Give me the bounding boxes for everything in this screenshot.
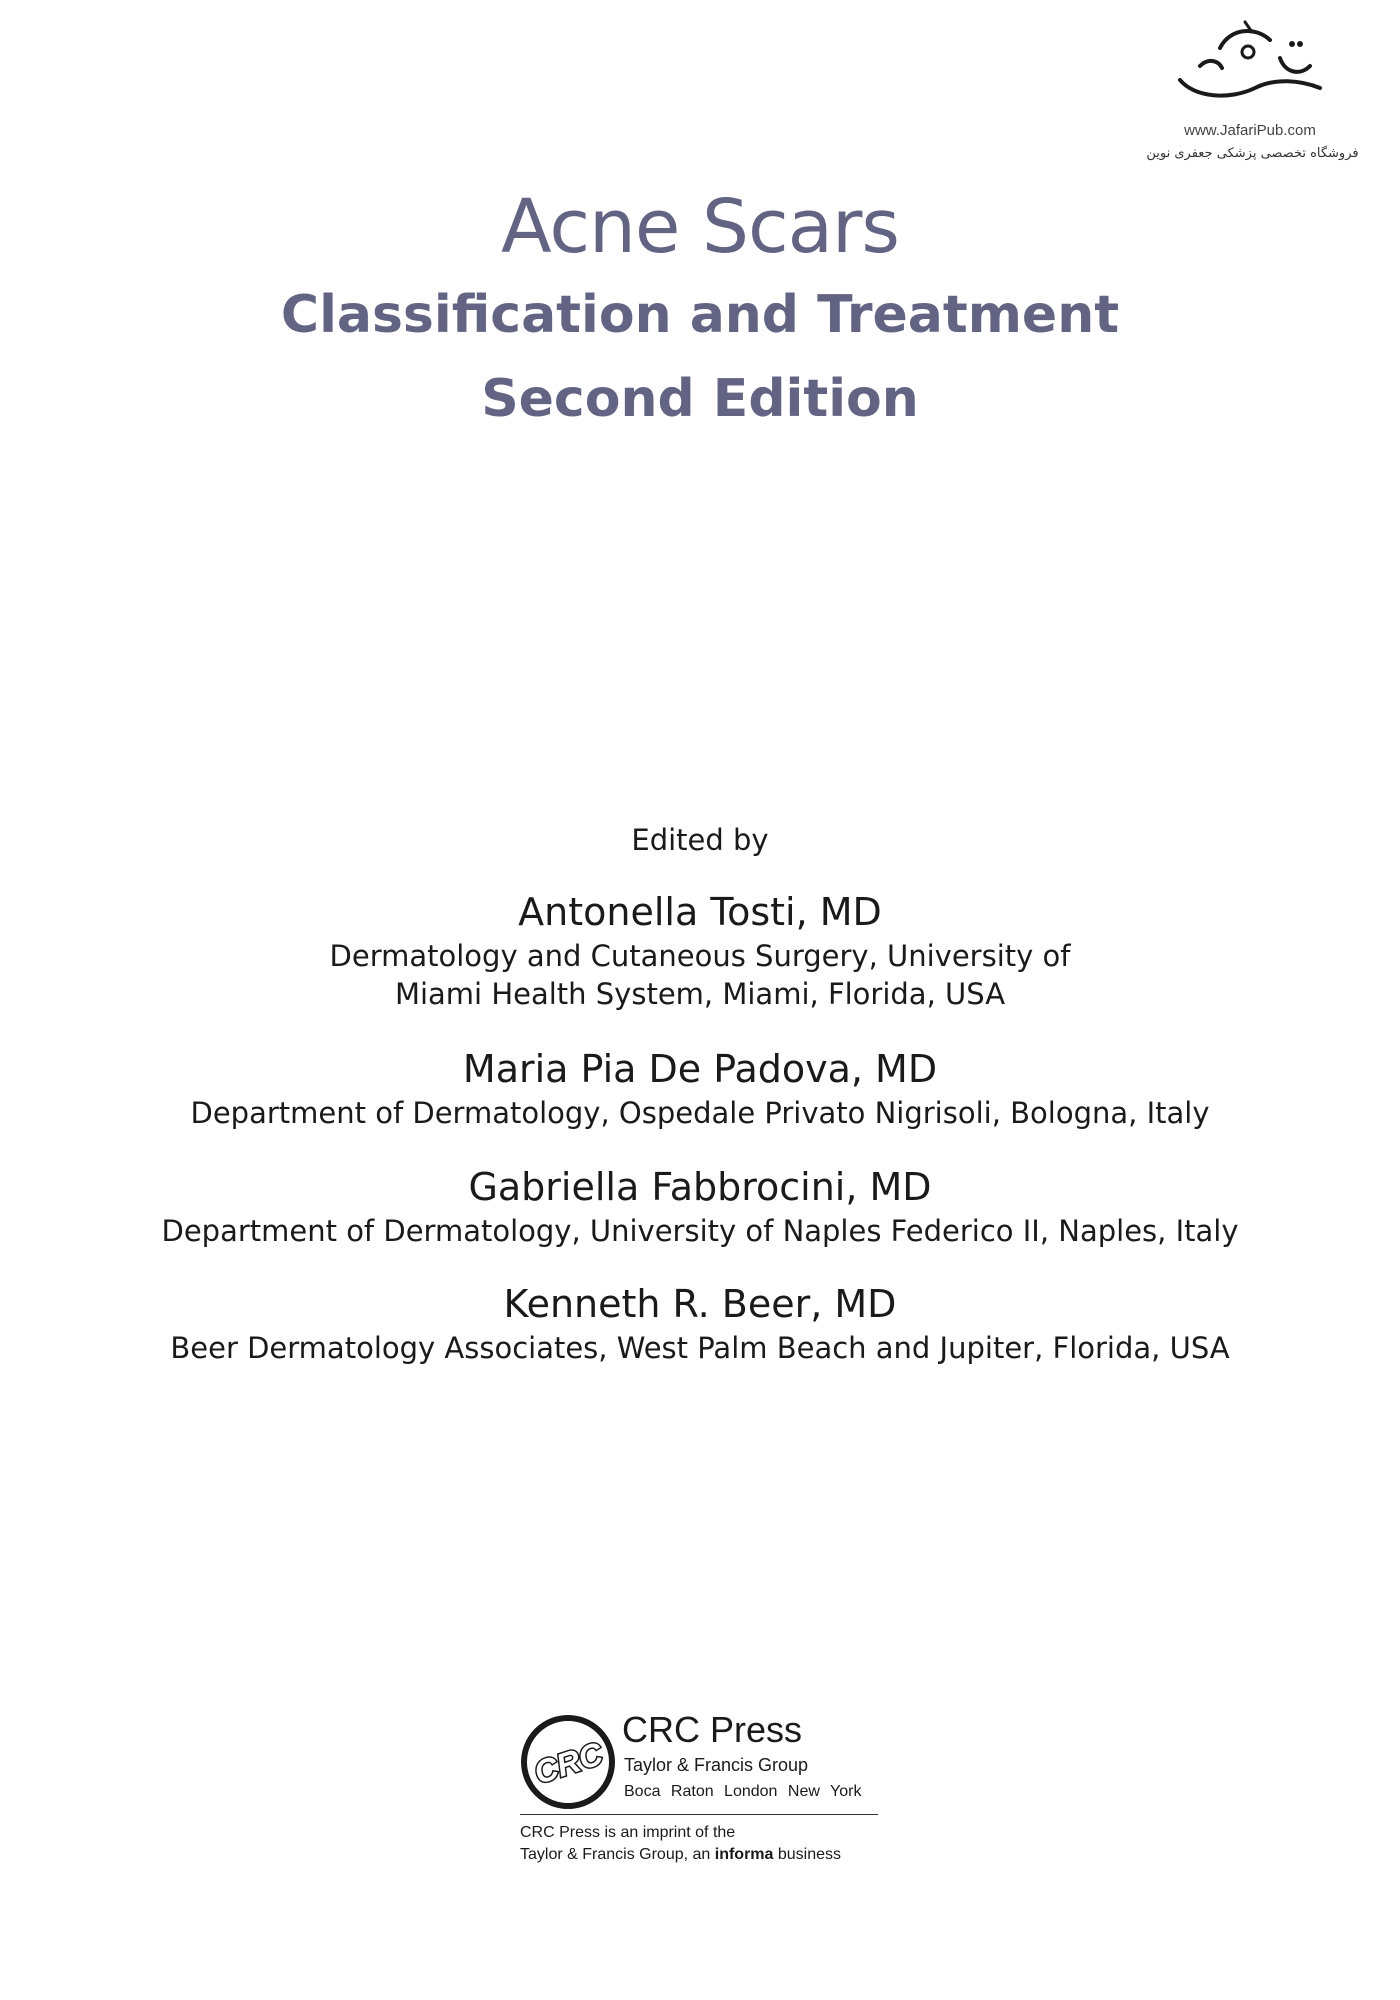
imprint-brand: informa (714, 1846, 774, 1863)
publisher-imprint (520, 1822, 841, 1866)
editor-affiliation: Department of Dermatology, Ospedale Privato Nigrisoli, Bologna, Italy (190, 1096, 1210, 1130)
watermark-url: www.JafariPub.com (1184, 122, 1316, 139)
editor-affiliation: Dermatology and Cutaneous Surgery, University of (329, 939, 1071, 973)
book-subtitle: Classification and Treatment (280, 285, 1120, 345)
watermark (1130, 18, 1370, 168)
crc-seal-text: CRC (529, 1735, 607, 1791)
editor-affiliation: Beer Dermatology Associates, West Palm Beach and Jupiter, Florida, USA (170, 1331, 1230, 1365)
imprint-line-1: CRC Press is an imprint of the (520, 1824, 736, 1841)
book-edition: Second Edition (481, 369, 919, 429)
watermark-subtitle: فروشگاه تخصصی پزشکی جعفری نوین (1146, 146, 1359, 161)
edited-by-label: Edited by (631, 823, 769, 857)
publisher-divider (520, 1814, 878, 1815)
editor-name: Antonella Tosti, MD (518, 890, 882, 934)
publisher-name: CRC Press (622, 1709, 803, 1750)
publisher-block (518, 1708, 898, 1868)
publisher-cities: Boca Raton London New York (624, 1783, 862, 1800)
editor-affiliation: Department of Dermatology, University of Naples Federico II, Naples, Italy (161, 1214, 1239, 1248)
imprint-line-2-prefix: Taylor & Francis Group, an (520, 1846, 715, 1863)
editor-affiliation: Miami Health System, Miami, Florida, USA (394, 977, 1006, 1011)
publisher-group: Taylor & Francis Group (624, 1755, 809, 1775)
book-title: Acne Scars (501, 184, 899, 270)
imprint-line-2-suffix: business (773, 1846, 842, 1863)
jafaripub-logo-icon (1160, 18, 1330, 113)
imprint-line-2 (520, 1844, 841, 1866)
editor-name: Maria Pia De Padova, MD (462, 1047, 938, 1091)
editor-name: Gabriella Fabbrocini, MD (468, 1165, 932, 1209)
crc-seal-icon (518, 1712, 618, 1812)
editor-name: Kenneth R. Beer, MD (503, 1282, 897, 1326)
